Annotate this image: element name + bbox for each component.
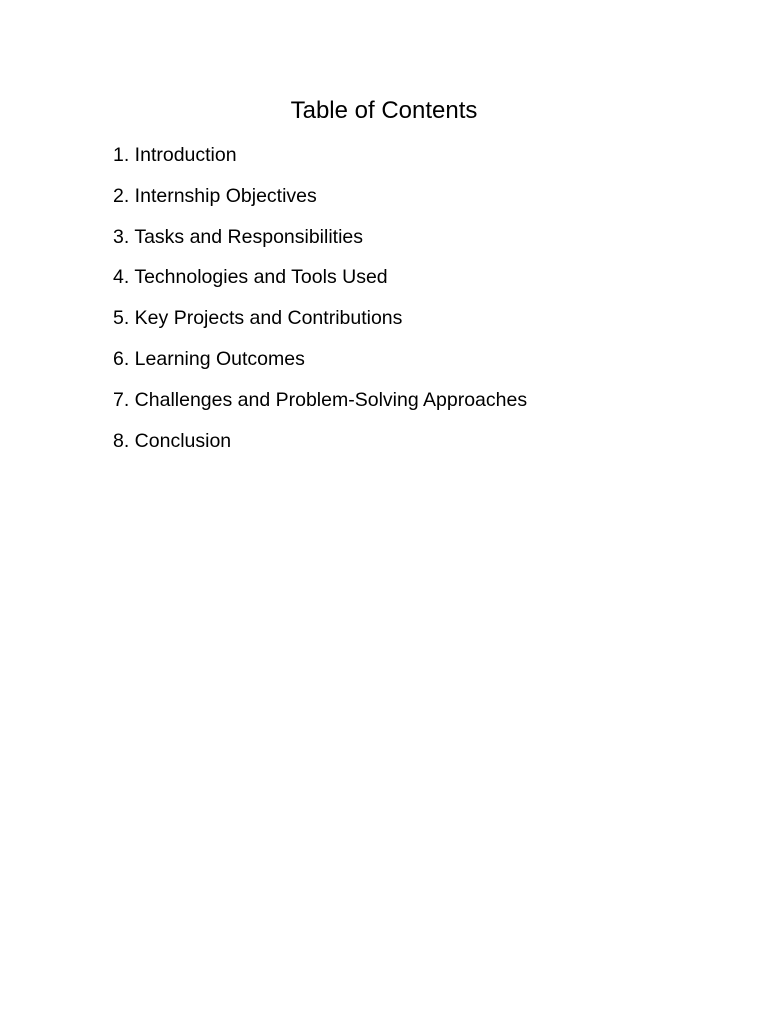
toc-item-introduction: 1. Introduction: [113, 144, 237, 166]
page-title: Table of Contents: [290, 97, 478, 124]
table-of-contents: [113, 140, 713, 466]
toc-item-conclusion: 8. Conclusion: [113, 429, 232, 452]
toc-item-learning-outcomes: 6. Learning Outcomes: [113, 347, 305, 370]
toc-item-tasks-and-responsibilities: 3. Tasks and Responsibilities: [113, 225, 364, 248]
toc-item-technologies-and-tools: 4. Technologies and Tools Used: [113, 266, 388, 289]
toc-item-internship-objectives: 2. Internship Objectives: [113, 184, 317, 207]
toc-item-key-projects: 5. Key Projects and Contributions: [113, 307, 403, 330]
toc-item-challenges: 7. Challenges and Problem-Solving Approaches: [113, 388, 528, 411]
